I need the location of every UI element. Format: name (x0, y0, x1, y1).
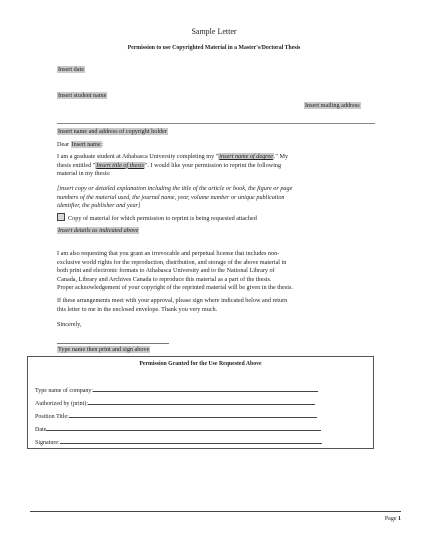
approval-line-1: If these arrangements meet with your approval, please sign where indicated below and return (57, 297, 288, 304)
material-line-3: identifier, the publisher and year] (57, 202, 141, 210)
insert-copyright-holder-placeholder: Insert name and address of copyright holder (58, 128, 167, 135)
signature-label: Signature: (35, 440, 60, 446)
page-label: Page (384, 516, 398, 522)
dear-colon: : (101, 141, 104, 148)
type-name-field[interactable] (57, 346, 150, 353)
license-line-3: both print and electronic formats to Athabasca University and to the National Library of (57, 267, 275, 275)
request-line-1: I am a graduate student at Athabasca University completing my "insert name of degree." My (57, 153, 289, 160)
insert-details-placeholder: Insert details as indicated above (58, 227, 139, 234)
company-field[interactable] (35, 386, 318, 394)
license-paragraph (57, 250, 293, 293)
signature-line (57, 343, 169, 344)
insert-mailing-address-field[interactable] (304, 102, 361, 109)
authorized-field[interactable] (35, 399, 315, 407)
permission-box (27, 356, 374, 449)
checkbox-label: Copy of material for which permission to reprint is being requested attached (68, 215, 257, 222)
insert-student-name-field[interactable] (57, 92, 107, 99)
position-field[interactable] (35, 412, 317, 420)
salutation (57, 141, 103, 148)
company-blank[interactable] (93, 386, 318, 392)
date-blank[interactable] (46, 425, 321, 431)
license-line-4: Canada, Library and Archives Canada to reproduce this material as a part of the thesis. (57, 275, 272, 283)
position-blank[interactable] (69, 412, 317, 418)
footer-rule (30, 511, 401, 512)
authorized-blank[interactable] (88, 399, 315, 405)
closing: Sincerely, (57, 321, 82, 328)
divider (57, 123, 375, 124)
request-line-3: material in my thesis: (57, 170, 111, 178)
material-line-2: numbers of the material used, the journal name, year, volume number or unique publication (57, 193, 285, 201)
type-name-placeholder: Type name then print and sign above (58, 346, 150, 353)
degree-placeholder[interactable]: insert name of degree (219, 153, 273, 160)
material-description (57, 185, 292, 211)
insert-date-placeholder: Insert date (58, 66, 84, 73)
approval-line-2: this letter to me in the enclosed envelope. Thank you very much. (57, 305, 218, 313)
authorized-label: Authorized by (print): (35, 401, 88, 407)
position-label: Position Title: (35, 414, 69, 420)
insert-student-name-placeholder: Insert student name (58, 92, 107, 99)
approval-paragraph (57, 297, 287, 314)
material-line-1: [insert copy or detailed explanation including the title of the article or book, the figure or page (57, 185, 293, 192)
insert-details-field[interactable] (57, 227, 139, 234)
dear-text: Dear (57, 141, 71, 148)
date-field[interactable] (35, 425, 321, 433)
document-subtitle: Permission to use Copyrighted Material in a Master's/Doctoral Thesis (127, 45, 301, 51)
license-line-5: Proper acknowledgement of your copyright of the reprinted material will be given in the thesis. (57, 284, 293, 292)
insert-date-field[interactable] (57, 66, 85, 73)
insert-mailing-address-placeholder: Insert mailing address (305, 102, 360, 109)
company-label: Type name of company: (35, 388, 94, 394)
insert-copyright-holder-field[interactable] (57, 128, 168, 135)
signature-field[interactable] (35, 438, 322, 446)
document-title: Sample Letter (191, 27, 237, 36)
permission-box-title: Permission Granted for the Use Requested Above (139, 361, 262, 367)
request-paragraph (57, 153, 288, 179)
license-line-2: exclusive world rights for the reproduction, distribution, and storage of the above material in (57, 258, 287, 266)
attachment-checkbox[interactable] (57, 213, 65, 221)
request-line-2: thesis entitled "Insert title of thesis". I would like your permission to reprint the following (57, 161, 282, 169)
signature-blank[interactable] (60, 438, 322, 444)
dear-insert-name[interactable]: Insert name (71, 141, 101, 148)
license-line-1: I am also requesting that you grant an irrevocable and perpetual license that includes non- (57, 250, 280, 257)
thesis-title-placeholder[interactable]: Insert title of thesis (96, 161, 144, 169)
page-value: 1 (398, 516, 401, 522)
date-label: Date (35, 427, 47, 433)
attachment-checkbox-row[interactable] (57, 213, 257, 222)
page-number (385, 516, 401, 522)
